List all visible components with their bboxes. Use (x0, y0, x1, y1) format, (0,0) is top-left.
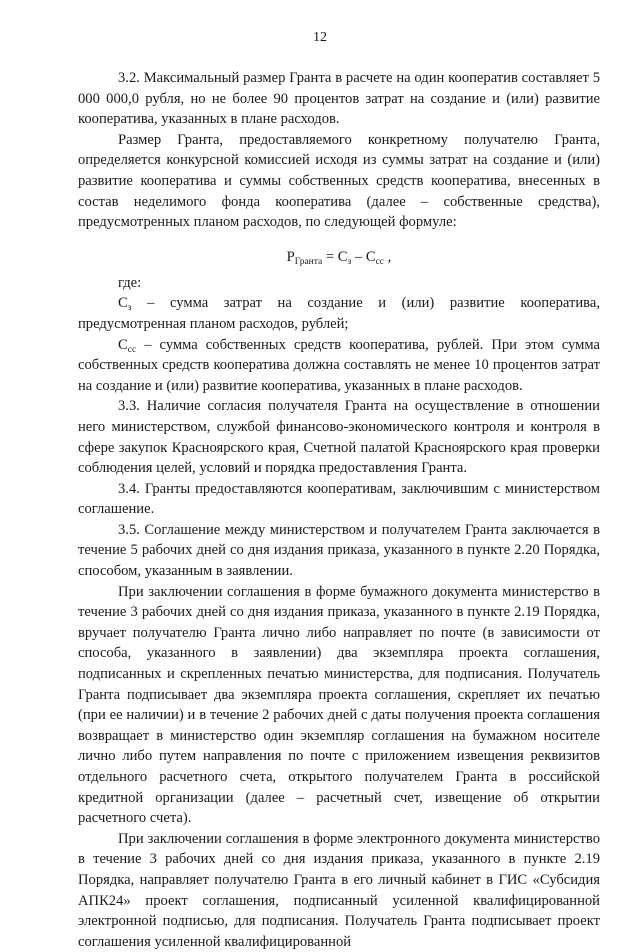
formula-equals-c: = С (322, 248, 348, 265)
paragraph-electronic-agreement: При заключении соглашения в форме электронного документа министерство в течение 3 рабочих дней со дня издания приказа, указанного в пункте 2.19 Порядка, направляет получателю Гранта в его личный кабинет в ГИС «Субсидия АПК24» проект соглашения, подписанный усиленной квалифицированной электронной подписью, для подписания. Получатель Гранта подписывает проект соглашения усиленной квалифицированной (78, 830, 600, 950)
formula-p: Р (286, 248, 295, 265)
page-number: 12 (313, 30, 327, 45)
paragraph-3-3: 3.3. Наличие согласия получателя Гранта на осуществление в отношении него министерством, службой финансово-экономического контроля и контроля в сфере закупок Красноярского края, Счетной палатой Красноярского края проверки соблюдения целей, условий и порядка предоставления Гранта. (78, 398, 600, 477)
paragraph-paper-agreement: При заключении соглашения в форме бумажного документа министерство в течение 3 рабочих дней со дня издания приказа, указанного в пункте 2.19 Порядка, вручает получателю Гранта лично либо направляет по почте (в зависимости от способа, указанного в заявлении) два экземпляра проекта соглашения, подписанных и скрепленных печатью министерства, для подписания. Получатель Гранта подписывает два экземпляра проекта соглашения, скрепляет их печатью (при ее наличии) и в течение 2 рабочих дней с даты получения проекта соглашения возвращает в министерство один экземпляр соглашения на бумажном носителе лично либо путем направления по почте с приложением извещения реквизитов отдельного расчетного счета, открытого получателем Гранта в российской кредитной организации (далее – расчетный счет, извещение об открытии расчетного счета). (78, 583, 600, 827)
definition-cz-symbol: С (118, 295, 128, 312)
definition-cz-subscript: з (127, 303, 132, 314)
definition-cz (78, 293, 600, 334)
formula-tail: , (384, 248, 392, 265)
paragraph-3-2: 3.2. Максимальный размер Гранта в расчете на один кооператив составляет 5 000 000,0 рубля, но не более 90 процентов затрат на создание и (или) развитие кооператива, указанных в плане расходов. (78, 70, 600, 128)
formula-c-subscript: з (347, 256, 352, 267)
definition-ccc-symbol: С (118, 336, 128, 353)
where-label: где: (118, 274, 142, 291)
definition-ccc (78, 335, 600, 397)
definition-ccc-subscript: сс (127, 344, 137, 355)
grant-formula (78, 247, 600, 267)
formula-minus-c: – С (351, 248, 376, 265)
definition-cz-text: – сумма затрат на создание и (или) развитие кооператива, предусмотренная планом расходов, рублей; (78, 295, 600, 332)
definition-ccc-text: – сумма собственных средств кооператива, рублей. При этом сумма собственных средств кооператива должна составлять не менее 10 процентов затрат на создание и (или) развитие кооператива, указанных в плане расходов. (78, 336, 600, 394)
document-body (78, 68, 600, 952)
paragraph-grant-size: Размер Гранта, предоставляемого конкретному получателю Гранта, определяется конкурсной комиссией исходя из суммы затрат на создание и (или) развитие кооператива и суммы собственных средств кооператива, внесенных в состав неделимого фонда кооператива (далее – собственные средства), предусмотренных планом расходов, по следующей формуле: (78, 131, 600, 231)
formula-p-subscript: Гранта (294, 256, 323, 267)
paragraph-3-5: 3.5. Соглашение между министерством и получателем Гранта заключается в течение 5 рабочих дней со дня издания приказа, указанного в пункте 2.20 Порядка, способом, указанным в заявлении. (78, 521, 600, 580)
formula-cc-subscript: сс (375, 256, 385, 267)
paragraph-3-4: 3.4. Гранты предоставляются кооперативам, заключившим с министерством соглашение. (78, 480, 600, 518)
